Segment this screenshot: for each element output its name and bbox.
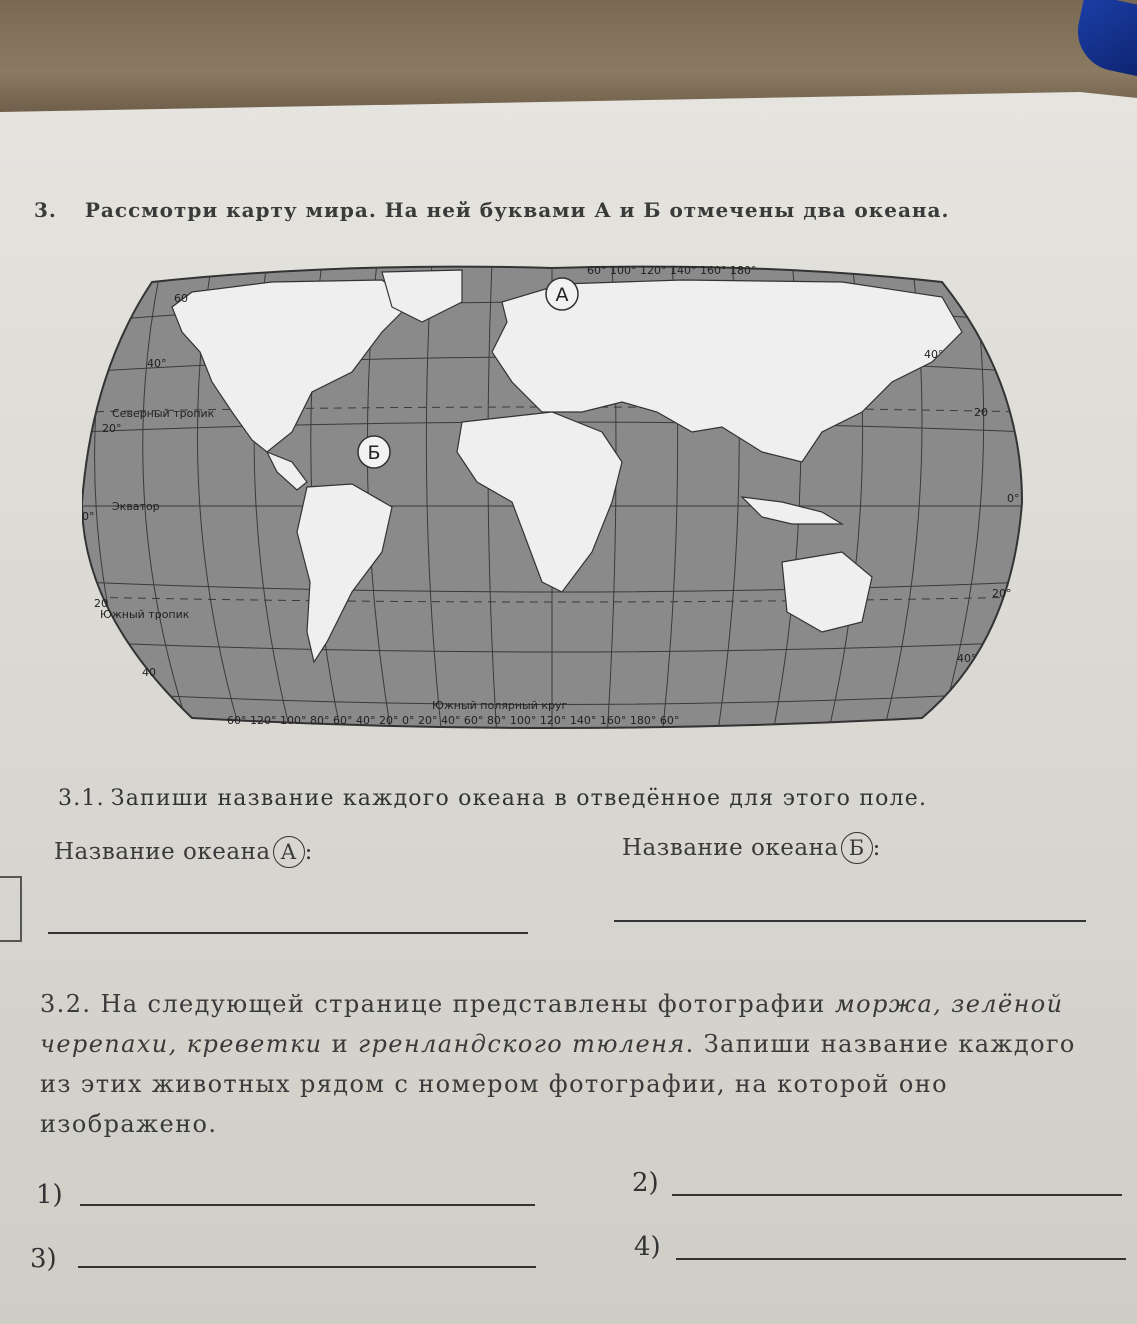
answer-3-line[interactable] [78,1266,536,1268]
q32-paragraph [40,984,1110,1144]
lat-40s-right: 40° [957,652,977,665]
label-equator: Экватор [112,500,160,513]
answer-2-label: 2) [632,1168,659,1198]
marker-a: А [555,284,569,306]
q31-heading [58,786,927,811]
task-number: 3. [34,198,57,222]
marker-b: Б [367,442,381,464]
q31-number: 3.1. [58,786,105,811]
answer-3-label: 3) [30,1244,57,1274]
label-north-tropic: Северный тропик [112,407,215,420]
ocean-b-label-text: Название океана [622,835,839,861]
colon-a: : [304,839,313,865]
colon-b: : [872,835,881,861]
lat-20-left: 20° [102,422,122,435]
ocean-a-circle: А [273,836,305,868]
lat-40s-left: 40 [142,666,156,679]
top-scale: 60° 100° 120° 140° 160° 180° [587,264,757,277]
lat-40-left: 40° [147,357,167,370]
lat-20s-right: 20° [992,587,1012,600]
label-antarctic-circle: Южный полярный круг [432,699,568,712]
ocean-b-circle: Б [841,832,873,864]
ocean-a-label-text: Название океана [54,839,271,865]
answer-1-label: 1) [36,1180,63,1210]
q32-italic-2: гренландского тюленя [358,1030,686,1058]
ocean-a-label [54,836,313,868]
lat-0-left: 0° [82,510,95,523]
answer-4-line[interactable] [676,1258,1126,1260]
side-box [0,876,22,942]
q31-text: Запиши название каждого океана в отведённое для этого поле. [110,786,928,811]
task-text: Рассмотри карту мира. На ней буквами А и Б отмечены два океана. [84,198,950,222]
q32-number: 3.2. [40,990,92,1018]
ocean-b-answer-line[interactable] [614,920,1086,922]
q32-text-2: и [322,1030,359,1058]
lat-60-top: 60 [174,292,188,305]
answer-1-line[interactable] [80,1204,535,1206]
ocean-b-label [622,832,881,864]
lat-40-right: 40° [924,348,944,361]
bottom-scale: 60° 120° 100° 80° 60° 40° 20° 0° 20° 40° 60° 80° 100° 120° 140° 160° 180° 60° [227,714,680,727]
q32-text-3: . Запиши название каждого из этих животных рядом с номером фотографии, на которой оно изображено. [40,1030,1076,1138]
world-map [82,262,1028,738]
q32-text-1: На следующей странице представлены фотографии [100,990,835,1018]
answer-2-line[interactable] [672,1194,1122,1196]
lat-20-right: 20 [974,406,988,419]
task-title [34,198,1034,222]
ocean-a-answer-line[interactable] [48,932,528,934]
lat-0-right: 0° [1007,492,1020,505]
label-south-tropic: Южный тропик [100,608,190,621]
answer-4-label: 4) [634,1232,661,1262]
q32-italic-1: моржа, зелёной черепахи, креветки [40,990,1064,1058]
lat-20s-left: 20 [94,597,108,610]
